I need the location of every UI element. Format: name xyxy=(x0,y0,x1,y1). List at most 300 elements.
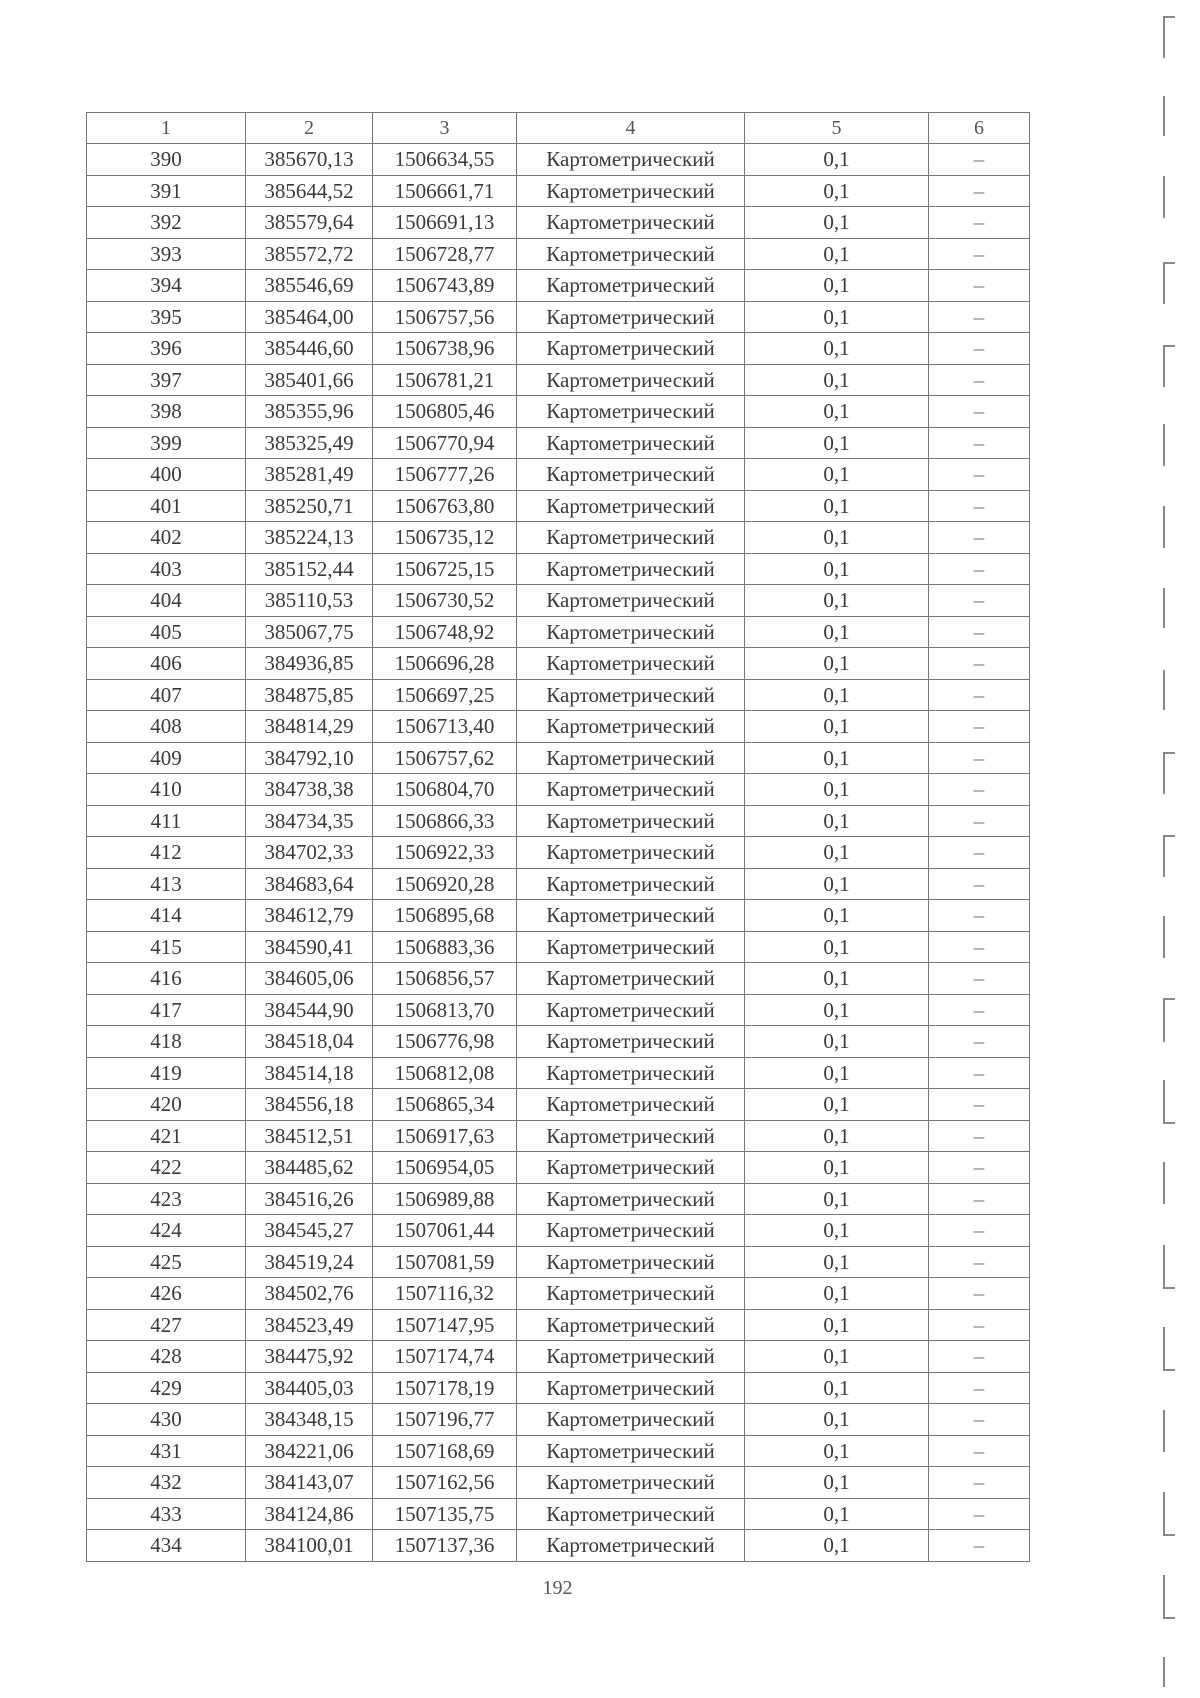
table-cell-col-5: 0,1 xyxy=(745,144,929,176)
scan-edge-mark xyxy=(1163,1080,1175,1124)
table-cell-col-5: 0,1 xyxy=(745,333,929,365)
table-cell-col-5: 0,1 xyxy=(745,207,929,239)
table-cell-col-3: 1506696,28 xyxy=(373,648,517,680)
table-cell-col-6: – xyxy=(929,459,1030,491)
table-row xyxy=(87,427,1030,459)
table-cell-col-1: 425 xyxy=(87,1246,246,1278)
table-row xyxy=(87,616,1030,648)
table-cell-col-1: 410 xyxy=(87,774,246,806)
table-cell-col-1: 401 xyxy=(87,490,246,522)
table-cell-col-4: Картометрический xyxy=(517,868,745,900)
table-cell-col-6: – xyxy=(929,1404,1030,1436)
table-cell-col-5: 0,1 xyxy=(745,1026,929,1058)
table-row xyxy=(87,1120,1030,1152)
table-cell-col-2: 384519,24 xyxy=(246,1246,373,1278)
table-row xyxy=(87,774,1030,806)
table-cell-col-5: 0,1 xyxy=(745,679,929,711)
table-cell-col-6: – xyxy=(929,742,1030,774)
table-cell-col-6: – xyxy=(929,364,1030,396)
table-row xyxy=(87,900,1030,932)
table-cell-col-3: 1507178,19 xyxy=(373,1372,517,1404)
table-cell-col-5: 0,1 xyxy=(745,396,929,428)
table-cell-col-4: Картометрический xyxy=(517,900,745,932)
table-cell-col-6: – xyxy=(929,301,1030,333)
table-cell-col-2: 384545,27 xyxy=(246,1215,373,1247)
table-cell-col-6: – xyxy=(929,994,1030,1026)
table-cell-col-3: 1507147,95 xyxy=(373,1309,517,1341)
table-cell-col-2: 385644,52 xyxy=(246,175,373,207)
header-cell-4: 4 xyxy=(517,113,745,144)
table-cell-col-3: 1506730,52 xyxy=(373,585,517,617)
table-cell-col-1: 390 xyxy=(87,144,246,176)
scan-edge-mark xyxy=(1163,96,1175,136)
table-cell-col-4: Картометрический xyxy=(517,1372,745,1404)
table-cell-col-1: 430 xyxy=(87,1404,246,1436)
table-row xyxy=(87,994,1030,1026)
table-cell-col-4: Картометрический xyxy=(517,270,745,302)
table-cell-col-6: – xyxy=(929,963,1030,995)
table-cell-col-5: 0,1 xyxy=(745,553,929,585)
table-row xyxy=(87,522,1030,554)
table-row xyxy=(87,1278,1030,1310)
table-cell-col-6: – xyxy=(929,1183,1030,1215)
table-cell-col-2: 385572,72 xyxy=(246,238,373,270)
scan-edge-mark xyxy=(1163,1657,1175,1687)
table-cell-col-5: 0,1 xyxy=(745,900,929,932)
table-row xyxy=(87,301,1030,333)
table-cell-col-3: 1506725,15 xyxy=(373,553,517,585)
table-cell-col-6: – xyxy=(929,1152,1030,1184)
table-cell-col-2: 384124,86 xyxy=(246,1498,373,1530)
table-cell-col-2: 385670,13 xyxy=(246,144,373,176)
table-cell-col-4: Картометрический xyxy=(517,931,745,963)
table-cell-col-3: 1506954,05 xyxy=(373,1152,517,1184)
table-cell-col-6: – xyxy=(929,868,1030,900)
table-cell-col-4: Картометрический xyxy=(517,837,745,869)
table-cell-col-5: 0,1 xyxy=(745,1467,929,1499)
table-cell-col-5: 0,1 xyxy=(745,1120,929,1152)
table-row xyxy=(87,837,1030,869)
table-cell-col-6: – xyxy=(929,1498,1030,1530)
table-cell-col-6: – xyxy=(929,837,1030,869)
table-cell-col-1: 402 xyxy=(87,522,246,554)
table-cell-col-5: 0,1 xyxy=(745,1372,929,1404)
table-cell-col-2: 384405,03 xyxy=(246,1372,373,1404)
table-cell-col-4: Картометрический xyxy=(517,238,745,270)
table-cell-col-4: Картометрический xyxy=(517,1183,745,1215)
table-cell-col-1: 423 xyxy=(87,1183,246,1215)
table-row xyxy=(87,207,1030,239)
table-row xyxy=(87,490,1030,522)
table-cell-col-4: Картометрический xyxy=(517,679,745,711)
table-cell-col-2: 384221,06 xyxy=(246,1435,373,1467)
table-cell-col-6: – xyxy=(929,1278,1030,1310)
table-cell-col-2: 384612,79 xyxy=(246,900,373,932)
scan-edge-mark xyxy=(1163,16,1175,58)
table-cell-col-3: 1506865,34 xyxy=(373,1089,517,1121)
scan-edge-mark xyxy=(1163,835,1175,877)
table-row xyxy=(87,1372,1030,1404)
table-cell-col-2: 384502,76 xyxy=(246,1278,373,1310)
table-cell-col-2: 384516,26 xyxy=(246,1183,373,1215)
table-cell-col-6: – xyxy=(929,931,1030,963)
table-cell-col-2: 385446,60 xyxy=(246,333,373,365)
table-row xyxy=(87,459,1030,491)
table-cell-col-5: 0,1 xyxy=(745,1530,929,1562)
table-cell-col-3: 1506805,46 xyxy=(373,396,517,428)
table-cell-col-6: – xyxy=(929,679,1030,711)
table-cell-col-1: 426 xyxy=(87,1278,246,1310)
table-cell-col-3: 1507116,32 xyxy=(373,1278,517,1310)
table-cell-col-1: 391 xyxy=(87,175,246,207)
table-row xyxy=(87,805,1030,837)
table-cell-col-4: Картометрический xyxy=(517,1120,745,1152)
table-cell-col-1: 415 xyxy=(87,931,246,963)
table-cell-col-6: – xyxy=(929,900,1030,932)
table-cell-col-1: 409 xyxy=(87,742,246,774)
table-cell-col-3: 1507135,75 xyxy=(373,1498,517,1530)
scan-edge-mark xyxy=(1163,588,1175,628)
table-cell-col-3: 1506989,88 xyxy=(373,1183,517,1215)
table-cell-col-3: 1506743,89 xyxy=(373,270,517,302)
table-cell-col-5: 0,1 xyxy=(745,1309,929,1341)
table-cell-col-6: – xyxy=(929,1467,1030,1499)
header-cell-2: 2 xyxy=(246,113,373,144)
table-cell-col-4: Картометрический xyxy=(517,774,745,806)
table-cell-col-3: 1506781,21 xyxy=(373,364,517,396)
table-cell-col-4: Картометрический xyxy=(517,1309,745,1341)
table-cell-col-5: 0,1 xyxy=(745,585,929,617)
table-cell-col-5: 0,1 xyxy=(745,774,929,806)
table-cell-col-3: 1506748,92 xyxy=(373,616,517,648)
table-body xyxy=(87,113,1030,1562)
scan-edge-mark xyxy=(1163,506,1175,548)
table-row xyxy=(87,1215,1030,1247)
table-cell-col-1: 403 xyxy=(87,553,246,585)
table-cell-col-2: 385224,13 xyxy=(246,522,373,554)
table-cell-col-5: 0,1 xyxy=(745,648,929,680)
table-row xyxy=(87,333,1030,365)
table-cell-col-6: – xyxy=(929,616,1030,648)
table-cell-col-3: 1506770,94 xyxy=(373,427,517,459)
table-cell-col-6: – xyxy=(929,144,1030,176)
table-cell-col-4: Картометрический xyxy=(517,616,745,648)
table-cell-col-6: – xyxy=(929,1435,1030,1467)
table-cell-col-5: 0,1 xyxy=(745,868,929,900)
table-cell-col-3: 1506634,55 xyxy=(373,144,517,176)
table-cell-col-5: 0,1 xyxy=(745,1152,929,1184)
table-cell-col-4: Картометрический xyxy=(517,364,745,396)
table-cell-col-1: 406 xyxy=(87,648,246,680)
table-cell-col-1: 419 xyxy=(87,1057,246,1089)
table-row xyxy=(87,1246,1030,1278)
table-cell-col-1: 428 xyxy=(87,1341,246,1373)
table-cell-col-5: 0,1 xyxy=(745,711,929,743)
table-cell-col-1: 393 xyxy=(87,238,246,270)
table-cell-col-5: 0,1 xyxy=(745,238,929,270)
table-cell-col-2: 384348,15 xyxy=(246,1404,373,1436)
scan-edge-mark xyxy=(1163,345,1175,387)
table-cell-col-6: – xyxy=(929,1530,1030,1562)
table-cell-col-4: Картометрический xyxy=(517,459,745,491)
table-cell-col-6: – xyxy=(929,238,1030,270)
table-cell-col-4: Картометрический xyxy=(517,1026,745,1058)
table-cell-col-3: 1506728,77 xyxy=(373,238,517,270)
table-cell-col-5: 0,1 xyxy=(745,522,929,554)
scan-edge-mark xyxy=(1163,1327,1175,1371)
scan-edge-mark xyxy=(1163,1492,1175,1536)
table-row xyxy=(87,963,1030,995)
table-row xyxy=(87,1341,1030,1373)
table-cell-col-2: 384518,04 xyxy=(246,1026,373,1058)
table-cell-col-6: – xyxy=(929,175,1030,207)
table-cell-col-2: 384738,38 xyxy=(246,774,373,806)
page-number: 192 xyxy=(542,1577,573,1599)
table-cell-col-4: Картометрический xyxy=(517,427,745,459)
header-cell-6: 6 xyxy=(929,113,1030,144)
table-row xyxy=(87,1404,1030,1436)
table-cell-col-1: 396 xyxy=(87,333,246,365)
table-cell-col-2: 385281,49 xyxy=(246,459,373,491)
header-cell-1: 1 xyxy=(87,113,246,144)
table-cell-col-6: – xyxy=(929,396,1030,428)
table-cell-col-4: Картометрический xyxy=(517,553,745,585)
scan-edge-mark xyxy=(1163,916,1175,958)
table-row xyxy=(87,1089,1030,1121)
table-row xyxy=(87,1026,1030,1058)
table-cell-col-4: Картометрический xyxy=(517,585,745,617)
table-row xyxy=(87,1152,1030,1184)
table-cell-col-5: 0,1 xyxy=(745,963,929,995)
table-cell-col-1: 427 xyxy=(87,1309,246,1341)
table-cell-col-4: Картометрический xyxy=(517,1498,745,1530)
table-cell-col-3: 1506895,68 xyxy=(373,900,517,932)
table-cell-col-4: Картометрический xyxy=(517,648,745,680)
table-cell-col-1: 412 xyxy=(87,837,246,869)
table-cell-col-3: 1507081,59 xyxy=(373,1246,517,1278)
table-cell-col-5: 0,1 xyxy=(745,364,929,396)
scan-edge-mark xyxy=(1163,1410,1175,1452)
table-cell-col-2: 384475,92 xyxy=(246,1341,373,1373)
table-row xyxy=(87,364,1030,396)
table-cell-col-2: 384683,64 xyxy=(246,868,373,900)
table-cell-col-5: 0,1 xyxy=(745,270,929,302)
table-cell-col-3: 1506917,63 xyxy=(373,1120,517,1152)
table-cell-col-3: 1506763,80 xyxy=(373,490,517,522)
table-cell-col-5: 0,1 xyxy=(745,1215,929,1247)
table-cell-col-1: 414 xyxy=(87,900,246,932)
table-cell-col-1: 405 xyxy=(87,616,246,648)
table-cell-col-6: – xyxy=(929,1026,1030,1058)
table-cell-col-6: – xyxy=(929,805,1030,837)
table-cell-col-1: 392 xyxy=(87,207,246,239)
table-row xyxy=(87,648,1030,680)
header-cell-5: 5 xyxy=(745,113,929,144)
table-cell-col-1: 407 xyxy=(87,679,246,711)
table-row xyxy=(87,1435,1030,1467)
table-cell-col-5: 0,1 xyxy=(745,1278,929,1310)
table-row xyxy=(87,742,1030,774)
table-cell-col-5: 0,1 xyxy=(745,1435,929,1467)
table-cell-col-2: 384875,85 xyxy=(246,679,373,711)
table-row xyxy=(87,1183,1030,1215)
table-cell-col-6: – xyxy=(929,553,1030,585)
table-cell-col-4: Картометрический xyxy=(517,1404,745,1436)
table-cell-col-2: 385355,96 xyxy=(246,396,373,428)
table-cell-col-4: Картометрический xyxy=(517,1057,745,1089)
table-cell-col-6: – xyxy=(929,1215,1030,1247)
table-cell-col-2: 384143,07 xyxy=(246,1467,373,1499)
table-cell-col-2: 384100,01 xyxy=(246,1530,373,1562)
scan-edge-mark xyxy=(1163,1575,1175,1619)
table-cell-col-5: 0,1 xyxy=(745,837,929,869)
table-cell-col-4: Картометрический xyxy=(517,742,745,774)
table-cell-col-6: – xyxy=(929,711,1030,743)
scan-edge-mark xyxy=(1163,998,1175,1042)
table-cell-col-5: 0,1 xyxy=(745,1246,929,1278)
table-cell-col-2: 384523,49 xyxy=(246,1309,373,1341)
table-cell-col-1: 400 xyxy=(87,459,246,491)
table-cell-col-5: 0,1 xyxy=(745,490,929,522)
table-cell-col-2: 384544,90 xyxy=(246,994,373,1026)
table-cell-col-6: – xyxy=(929,774,1030,806)
table-row xyxy=(87,396,1030,428)
table-cell-col-6: – xyxy=(929,270,1030,302)
scan-edge-mark xyxy=(1163,1162,1175,1204)
table-cell-col-4: Картометрический xyxy=(517,522,745,554)
table-cell-col-4: Картометрический xyxy=(517,1435,745,1467)
table-cell-col-5: 0,1 xyxy=(745,1404,929,1436)
table-cell-col-2: 385401,66 xyxy=(246,364,373,396)
table-cell-col-1: 421 xyxy=(87,1120,246,1152)
table-cell-col-1: 408 xyxy=(87,711,246,743)
table-row xyxy=(87,931,1030,963)
table-cell-col-3: 1506777,26 xyxy=(373,459,517,491)
table-cell-col-6: – xyxy=(929,1057,1030,1089)
table-cell-col-6: – xyxy=(929,522,1030,554)
table-cell-col-3: 1506804,70 xyxy=(373,774,517,806)
table-cell-col-1: 416 xyxy=(87,963,246,995)
table-cell-col-3: 1506776,98 xyxy=(373,1026,517,1058)
table-cell-col-3: 1506713,40 xyxy=(373,711,517,743)
table-row xyxy=(87,144,1030,176)
table-cell-col-3: 1506883,36 xyxy=(373,931,517,963)
table-cell-col-1: 417 xyxy=(87,994,246,1026)
table-cell-col-2: 384556,18 xyxy=(246,1089,373,1121)
table-cell-col-4: Картометрический xyxy=(517,333,745,365)
table-cell-col-2: 384485,62 xyxy=(246,1152,373,1184)
table-cell-col-2: 384512,51 xyxy=(246,1120,373,1152)
table-row xyxy=(87,175,1030,207)
table-cell-col-1: 424 xyxy=(87,1215,246,1247)
table-cell-col-3: 1506812,08 xyxy=(373,1057,517,1089)
table-cell-col-6: – xyxy=(929,427,1030,459)
table-cell-col-3: 1506735,12 xyxy=(373,522,517,554)
table-cell-col-3: 1507137,36 xyxy=(373,1530,517,1562)
table-cell-col-3: 1507174,74 xyxy=(373,1341,517,1373)
table-cell-col-4: Картометрический xyxy=(517,1341,745,1373)
scan-edge-mark xyxy=(1163,752,1175,794)
coordinates-table xyxy=(86,112,1030,1562)
table-cell-col-1: 397 xyxy=(87,364,246,396)
table-cell-col-5: 0,1 xyxy=(745,616,929,648)
table-cell-col-6: – xyxy=(929,1246,1030,1278)
table-cell-col-3: 1506757,56 xyxy=(373,301,517,333)
table-cell-col-3: 1506697,25 xyxy=(373,679,517,711)
table-cell-col-2: 385546,69 xyxy=(246,270,373,302)
table-cell-col-2: 384702,33 xyxy=(246,837,373,869)
table-cell-col-4: Картометрический xyxy=(517,805,745,837)
table-cell-col-2: 385110,53 xyxy=(246,585,373,617)
table-row xyxy=(87,711,1030,743)
table-cell-col-4: Картометрический xyxy=(517,1467,745,1499)
table-cell-col-5: 0,1 xyxy=(745,1341,929,1373)
table-cell-col-3: 1506691,13 xyxy=(373,207,517,239)
table-cell-col-4: Картометрический xyxy=(517,1530,745,1562)
table-row xyxy=(87,585,1030,617)
table-cell-col-3: 1506661,71 xyxy=(373,175,517,207)
table-cell-col-1: 411 xyxy=(87,805,246,837)
table-cell-col-3: 1507168,69 xyxy=(373,1435,517,1467)
table-cell-col-4: Картометрический xyxy=(517,144,745,176)
table-cell-col-2: 384792,10 xyxy=(246,742,373,774)
table-cell-col-4: Картометрический xyxy=(517,490,745,522)
table-cell-col-5: 0,1 xyxy=(745,742,929,774)
table-cell-col-5: 0,1 xyxy=(745,1057,929,1089)
table-cell-col-2: 385464,00 xyxy=(246,301,373,333)
table-cell-col-2: 384605,06 xyxy=(246,963,373,995)
table-cell-col-6: – xyxy=(929,585,1030,617)
table-cell-col-2: 385250,71 xyxy=(246,490,373,522)
table-cell-col-6: – xyxy=(929,1309,1030,1341)
table-cell-col-4: Картометрический xyxy=(517,396,745,428)
table-cell-col-1: 431 xyxy=(87,1435,246,1467)
table-cell-col-3: 1506813,70 xyxy=(373,994,517,1026)
table-cell-col-6: – xyxy=(929,1120,1030,1152)
table-cell-col-2: 384590,41 xyxy=(246,931,373,963)
table-cell-col-1: 413 xyxy=(87,868,246,900)
table-cell-col-1: 420 xyxy=(87,1089,246,1121)
table-cell-col-4: Картометрический xyxy=(517,1089,745,1121)
table-cell-col-4: Картометрический xyxy=(517,1246,745,1278)
table-cell-col-1: 398 xyxy=(87,396,246,428)
table-cell-col-3: 1507162,56 xyxy=(373,1467,517,1499)
table-row xyxy=(87,868,1030,900)
table-cell-col-4: Картометрический xyxy=(517,711,745,743)
table-cell-col-2: 385067,75 xyxy=(246,616,373,648)
table-cell-col-4: Картометрический xyxy=(517,1215,745,1247)
table-cell-col-3: 1507061,44 xyxy=(373,1215,517,1247)
table-cell-col-3: 1506920,28 xyxy=(373,868,517,900)
table-cell-col-2: 385152,44 xyxy=(246,553,373,585)
scan-edge-mark xyxy=(1163,176,1175,218)
table-cell-col-1: 429 xyxy=(87,1372,246,1404)
table-row xyxy=(87,1530,1030,1562)
table-row xyxy=(87,679,1030,711)
table-cell-col-6: – xyxy=(929,490,1030,522)
table-cell-col-4: Картометрический xyxy=(517,301,745,333)
table-cell-col-6: – xyxy=(929,333,1030,365)
table-row xyxy=(87,270,1030,302)
table-cell-col-3: 1506866,33 xyxy=(373,805,517,837)
table-cell-col-5: 0,1 xyxy=(745,459,929,491)
table-cell-col-4: Картометрический xyxy=(517,963,745,995)
header-cell-3: 3 xyxy=(373,113,517,144)
table-cell-col-1: 399 xyxy=(87,427,246,459)
table-cell-col-4: Картометрический xyxy=(517,994,745,1026)
table-cell-col-6: – xyxy=(929,207,1030,239)
table-cell-col-2: 384936,85 xyxy=(246,648,373,680)
